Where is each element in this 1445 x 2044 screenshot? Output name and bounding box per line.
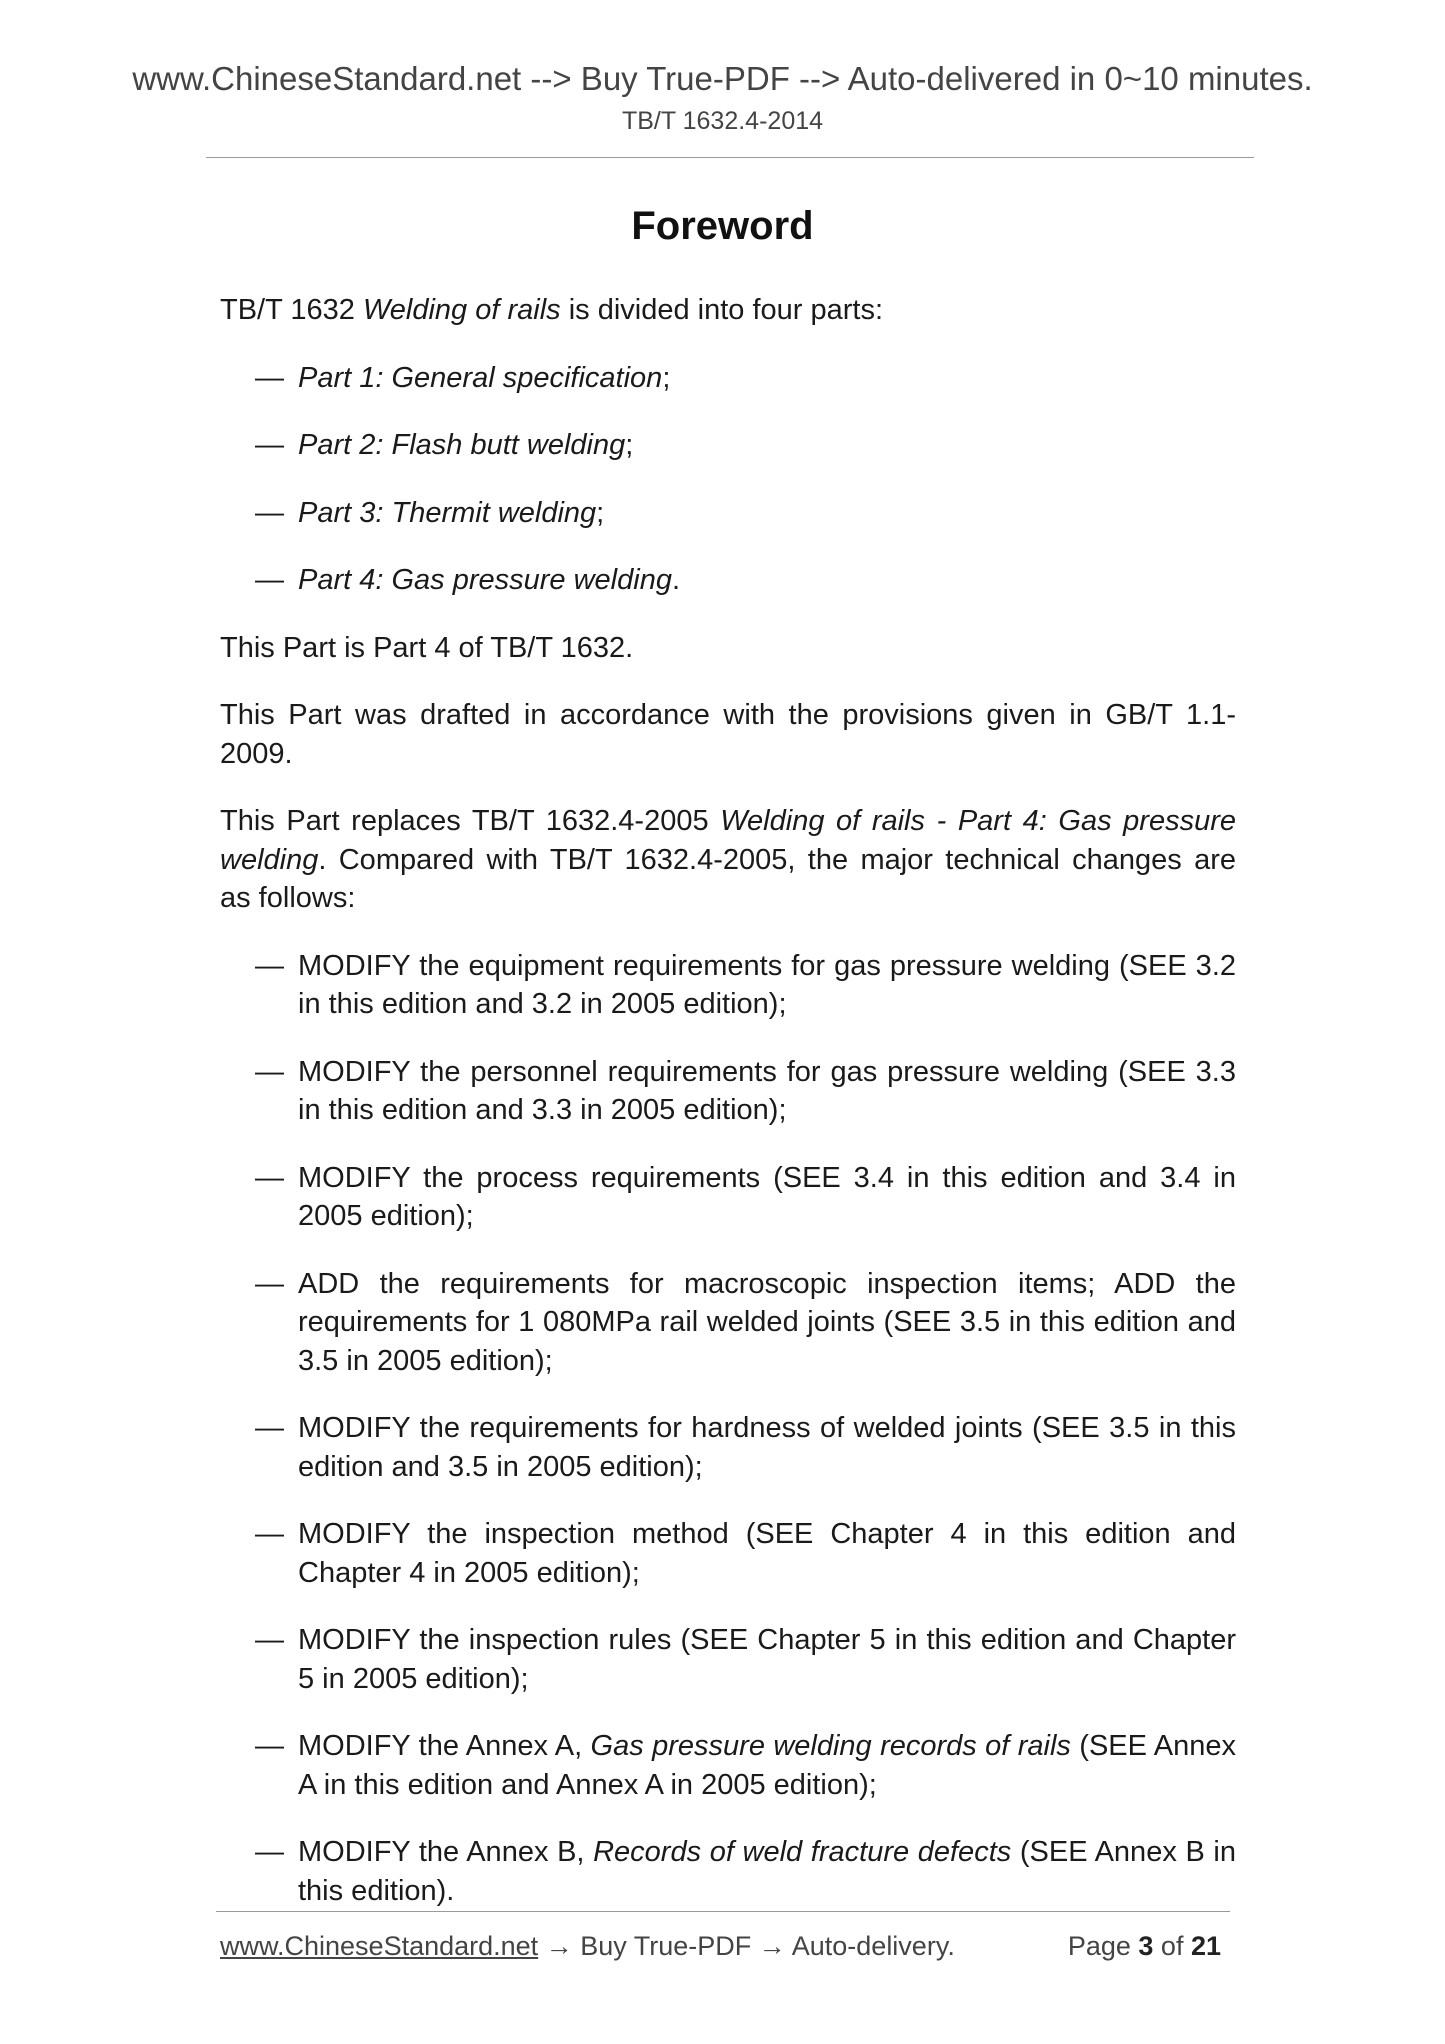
replaces-prefix: This Part replaces TB/T 1632.4-2005: [220, 805, 721, 837]
change-text: MODIFY the Annex B,: [298, 1836, 594, 1868]
footer-site-link[interactable]: www.ChineseStandard.net: [220, 1931, 539, 1961]
dash-bullet: —: [255, 1518, 284, 1550]
change-italic: Records of weld fracture defects: [593, 1836, 1012, 1868]
replaced-standard-title: Welding of rails - Part 4: Gas pressure welding: [220, 805, 1236, 876]
list-item: [220, 359, 1236, 398]
intro-prefix: TB/T 1632: [220, 294, 363, 326]
change-italic: Gas pressure welding records of rails: [590, 1730, 1071, 1762]
part-suffix: .: [671, 564, 681, 596]
dash-bullet: —: [255, 1624, 284, 1656]
part-suffix: ;: [596, 496, 605, 529]
page-header: [0, 58, 1445, 138]
change-text: MODIFY the inspection method (SEE Chapter 4 in this edition and Chapter 4 in 2005 edition);: [298, 1518, 1236, 1589]
header-banner: www.ChineseStandard.net --> Buy True-PDF --> Auto-delivered in 0~10 minutes.: [132, 60, 1313, 97]
dash-bullet: —: [255, 429, 284, 461]
part-number-paragraph: This Part is Part 4 of TB/T 1632.: [220, 631, 634, 664]
page-current: 3: [1138, 1931, 1154, 1961]
part-title: Part 3: Thermit welding: [298, 496, 597, 529]
foreword-body: [220, 291, 1236, 1939]
change-text: MODIFY the personnel requirements for gas pressure welding (SEE 3.3 in this edition and 3.3 in 2005 edition);: [298, 1055, 1236, 1126]
list-item: [220, 561, 1236, 600]
dash-bullet: —: [255, 1267, 284, 1300]
part-suffix: ;: [662, 361, 671, 394]
list-item: [220, 947, 1236, 1024]
footer-promo-text: → Buy True-PDF → Auto-delivery.: [538, 1931, 955, 1961]
change-text: MODIFY the Annex A,: [298, 1730, 591, 1762]
part-title: Part 4: Gas pressure welding: [298, 564, 672, 596]
part-title: Part 1: General specification: [298, 361, 663, 394]
part-title: Part 2: Flash butt welding: [298, 429, 626, 461]
dash-bullet: —: [255, 1055, 284, 1088]
dash-bullet: —: [255, 564, 284, 596]
list-item: [220, 1833, 1236, 1910]
intro-title: Welding of rails: [362, 294, 561, 326]
list-item: [220, 426, 1236, 465]
list-item: [220, 1621, 1236, 1698]
change-text: MODIFY the process requirements (SEE 3.4 in this edition and 3.4 in 2005 edition);: [298, 1161, 1236, 1232]
footer-divider: [216, 1911, 1230, 1912]
page-of: of: [1153, 1931, 1191, 1961]
list-item: [220, 494, 1236, 533]
list-item: [220, 1053, 1236, 1130]
list-item: [220, 1727, 1236, 1804]
dash-bullet: —: [255, 361, 284, 394]
page-total: 21: [1190, 1931, 1221, 1961]
dash-bullet: —: [255, 1412, 284, 1444]
intro-paragraph: [220, 291, 1236, 330]
list-item: [220, 1409, 1236, 1486]
replaces-paragraph: [220, 802, 1236, 918]
replaces-suffix: . Compared with TB/T 1632.4-2005, the major technical changes are as follows:: [220, 843, 1236, 914]
change-text: MODIFY the equipment requirements for gas pressure welding (SEE 3.2 in this edition and 3.2 in 2005 edition);: [298, 949, 1236, 1020]
dash-bullet: —: [255, 496, 284, 529]
page-number: [1068, 1928, 1221, 1964]
header-divider: [206, 157, 1254, 158]
page-label: Page: [1067, 1931, 1139, 1961]
change-suffix: (SEE Annex A in this edition and Annex A in 2005 edition);: [298, 1730, 1236, 1801]
drafted-paragraph: This Part was drafted in accordance with the provisions given in GB/T 1.1-2009.: [220, 699, 1236, 770]
list-item: [220, 1159, 1236, 1236]
parts-list: [220, 359, 1236, 600]
dash-bullet: —: [255, 1836, 284, 1868]
change-text: MODIFY the inspection rules (SEE Chapter 5 in this edition and Chapter 5 in 2005 edition);: [298, 1624, 1236, 1695]
part-suffix: ;: [625, 429, 634, 461]
list-item: [220, 1515, 1236, 1592]
page-title: Foreword: [631, 204, 814, 248]
change-suffix: (SEE Annex B in this edition).: [298, 1836, 1236, 1907]
dash-bullet: —: [255, 1161, 284, 1194]
dash-bullet: —: [255, 949, 284, 982]
change-text: MODIFY the requirements for hardness of welded joints (SEE 3.5 in this edition and 3.5 in 2005 edition);: [298, 1412, 1236, 1483]
dash-bullet: —: [255, 1730, 284, 1762]
changes-list: [220, 947, 1236, 1911]
footer-promo: [220, 1928, 955, 1964]
change-text: ADD the requirements for macroscopic inspection items; ADD the requirements for 1 080MPa rail welded joints (SEE 3.5 in this edition and 3.5 in 2005 edition);: [298, 1267, 1236, 1377]
header-standard-number: TB/T 1632.4-2014: [621, 107, 824, 135]
intro-suffix: is divided into four parts:: [560, 294, 884, 326]
list-item: [220, 1265, 1236, 1381]
